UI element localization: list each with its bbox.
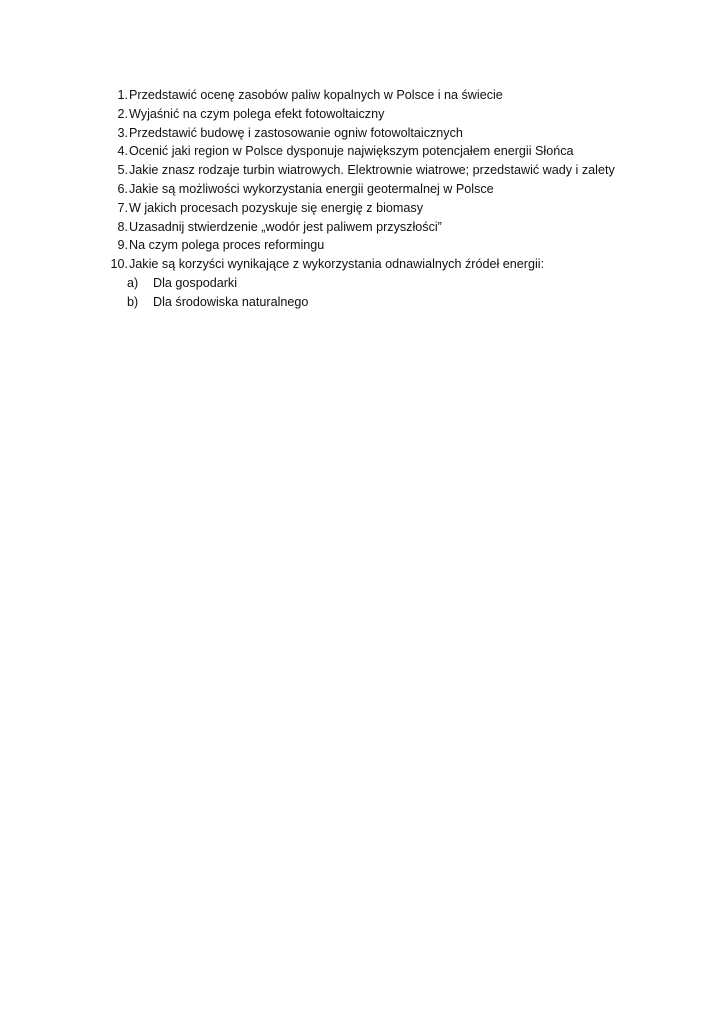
- list-item: [98, 105, 698, 124]
- item-text: Jakie są korzyści wynikające z wykorzystania odnawialnych źródeł energii:: [129, 257, 545, 272]
- item-text: Uzasadnij stwierdzenie „wodór jest paliwem przyszłości”: [129, 219, 442, 234]
- item-text: Jakie są możliwości wykorzystania energii geotermalnej w Polsce: [129, 181, 494, 196]
- item-text: Przedstawić budowę i zastosowanie ogniw fotowoltaicznych: [129, 125, 463, 140]
- item-number: 1.: [117, 88, 128, 102]
- list-item: [98, 236, 698, 255]
- list-item: [98, 142, 698, 161]
- sub-item-letter: b): [127, 294, 139, 309]
- list-item: [98, 199, 698, 218]
- item-number: 3.: [117, 125, 128, 140]
- item-number: 7.: [117, 200, 128, 215]
- sub-item-letter: a): [127, 275, 139, 290]
- list-item: [98, 161, 698, 180]
- item-text: Na czym polega proces reformingu: [129, 238, 325, 253]
- item-number: 2.: [117, 106, 128, 121]
- sub-item-text: Dla gospodarki: [153, 275, 238, 290]
- sub-list-item: [98, 274, 698, 293]
- item-number: 4.: [117, 144, 128, 159]
- item-number: 8.: [117, 219, 128, 234]
- list-item: [98, 255, 698, 274]
- item-number: 10.: [110, 257, 128, 272]
- question-list: [98, 86, 698, 312]
- item-text: W jakich procesach pozyskuje się energię z biomasy: [129, 200, 423, 215]
- sub-item-text: Dla środowiska naturalnego: [153, 294, 309, 309]
- list-item: [98, 218, 698, 237]
- item-number: 5.: [117, 163, 128, 178]
- list-item: [98, 86, 698, 105]
- item-text: Przedstawić ocenę zasobów paliw kopalnych w Polsce i na świecie: [129, 88, 503, 102]
- item-text: Jakie znasz rodzaje turbin wiatrowych. Elektrownie wiatrowe; przedstawić wady i zalety: [129, 163, 615, 178]
- item-text: Ocenić jaki region w Polsce dysponuje największym potencjałem energii Słońca: [129, 144, 574, 159]
- item-number: 9.: [117, 238, 128, 253]
- sub-list-item: [98, 293, 698, 312]
- list-item: [98, 180, 698, 199]
- item-number: 6.: [117, 181, 128, 196]
- item-text: Wyjaśnić na czym polega efekt fotowoltaiczny: [129, 106, 385, 121]
- list-item: [98, 124, 698, 143]
